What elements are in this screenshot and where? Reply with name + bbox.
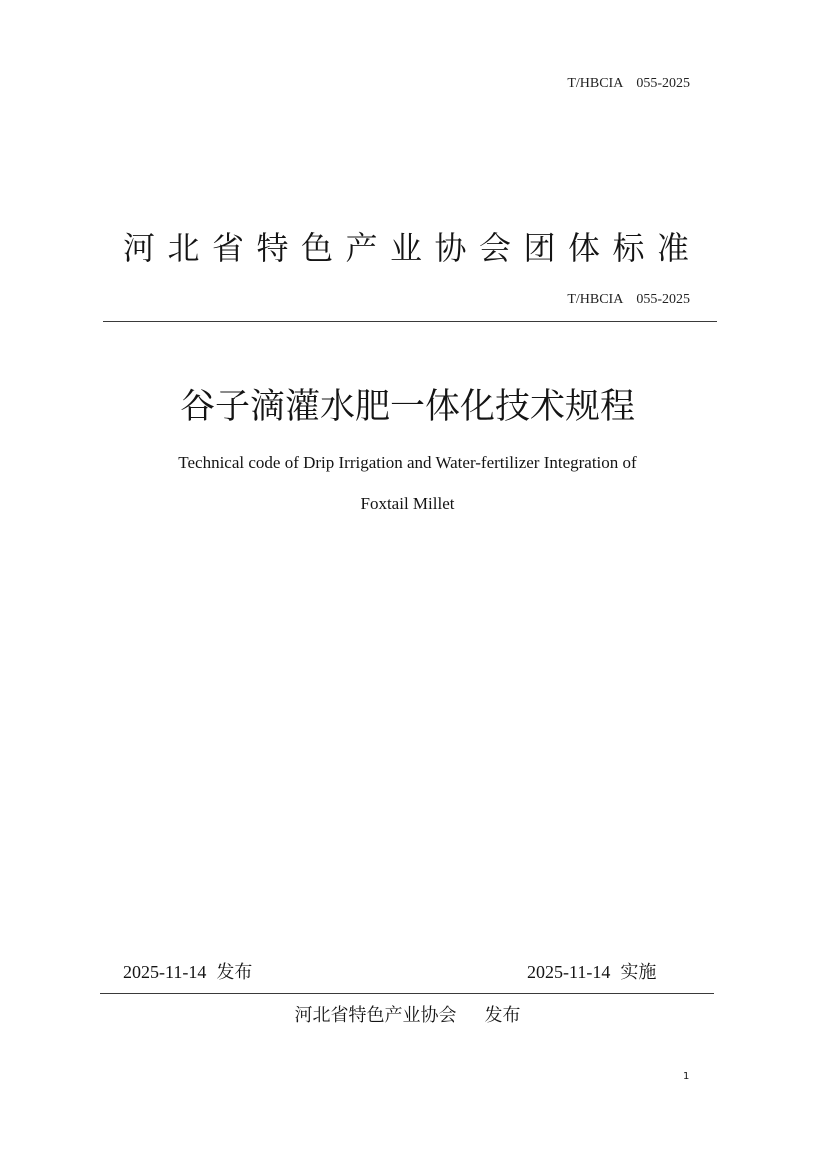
standard-code bbox=[567, 292, 690, 308]
org-standard-title: 河北省特色产业协会团体标准 bbox=[123, 229, 702, 267]
implement-label: 实施 bbox=[620, 962, 657, 983]
bottom-divider bbox=[100, 993, 714, 994]
header-code-number: 055-2025 bbox=[636, 76, 690, 91]
publisher-action: 发布 bbox=[484, 1005, 521, 1026]
top-divider bbox=[103, 321, 717, 322]
publish-label: 发布 bbox=[216, 962, 253, 983]
standard-code-prefix: T/HBCIA bbox=[567, 292, 624, 307]
document-title-en-line1: Technical code of Drip Irrigation and Water-fertilizer Integration of bbox=[178, 453, 637, 472]
standard-code-number: 055-2025 bbox=[636, 292, 690, 307]
document-title-cn: 谷子滴灌水肥一体化技术规程 bbox=[179, 387, 635, 427]
page-number: 1 bbox=[683, 1071, 690, 1082]
header-code-prefix: T/HBCIA bbox=[567, 76, 624, 91]
publisher-name: 河北省特色产业协会 bbox=[294, 1005, 457, 1026]
publish-date-block bbox=[123, 962, 252, 983]
footer-publisher-line bbox=[0, 1006, 815, 1026]
document-title-en-line2: Foxtail Millet bbox=[360, 494, 455, 513]
implement-date: 2025-11-14 bbox=[527, 962, 611, 982]
header-standard-code bbox=[567, 76, 690, 92]
publish-date: 2025-11-14 bbox=[123, 962, 207, 982]
implement-date-block bbox=[527, 962, 656, 983]
